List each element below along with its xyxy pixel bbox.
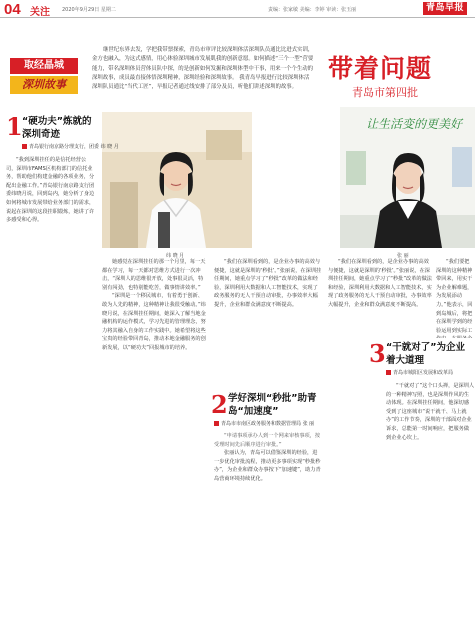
page-subheadline: 青岛市第四批 xyxy=(352,86,418,99)
story-2-paragraph: “我们在深圳看到的，是企业办事的高效与便捷，这就是深圳的‘秒批’。”张丽说，在深圳挂任期间，她重点学习了“秒批”改革的做法和经验，深圳利用大数据和人工智能技术，实现了政务服务的无人干预自动审批，办事效率大幅提升，企业和群众满意度不断提高。 xyxy=(328,259,432,308)
story-2-paragraph: “我们在深圳看到的，是企业办事的高效与便捷，这就是深圳的‘秒批’。”张丽说，在深圳挂任期间，她重点学习了“秒批”改革的做法和经验，深圳利用大数据和人工智能技术，实现了政务服务的无人干预自动审批，办事效率大幅提升，企业和群众满意度不断提高。 xyxy=(214,259,322,308)
story-1-number: 1 xyxy=(6,112,23,141)
story-1-paragraph: 她感觉在深圳挂任的那一个月里，每一天都在学习，每一天都对思维方式进行一次冲击，“深圳人的思维很开放，处事很灵活，特别有闯劲，也特别能吃苦，做事情讲效率。” xyxy=(102,259,206,291)
story-1-paragraph: “我到深圳挂任的是信托经营公司，深圳市FAMS区机构部门的信托业务，帮助他们构建金融的各项业务，分配出金融工作。”青岛银行南京路支行团委纬晓月说，回到岛内，她分析了身边如何将城市发展带给业务部门的需求，说起在深圳的这段挂职锻炼，她讲了许多感受和心得。 xyxy=(6,157,95,224)
page-headline: 带着问题 xyxy=(328,54,433,83)
story-2-paragraph: 张丽认为，青岛可以借鉴深圳的经验，进一步优化审批流程，推动更多事项实现“秒批秒办”，为企业和群众办事按下“加速键”，助力青岛营商环境持续优化。 xyxy=(214,450,321,482)
page-masthead xyxy=(0,0,475,18)
story-1-title: “硬功夫”炼就的深圳奇迹 xyxy=(22,116,92,140)
story-2-byline-text: 青岛市市南区政务服务和数据管理局 张 丽 xyxy=(221,421,315,427)
photo-1-caption: 纬 晓 月 xyxy=(166,253,185,259)
badge-top-label: 取经晶城 xyxy=(10,58,78,74)
story-2-paragraph: “申请事项承办人到一个网来审核事项，按受理时间先后顺序进行审批。” xyxy=(214,433,321,448)
issue-date: 2020年9月29日 星期二 xyxy=(62,7,116,13)
newspaper-logo: 青岛早报 xyxy=(423,2,467,15)
byline-square-icon xyxy=(22,144,27,149)
story-3-paragraph: “我们要把深圳的这种精神带回来，用实干为企业解难题，为发展添动力。”他表示，回到岛城后，将把在深圳学到的经验运用到实际工 xyxy=(436,259,473,334)
story-2-title: 学好深圳“秒批”助青岛“加速度” xyxy=(228,393,317,417)
column-badge xyxy=(10,58,78,94)
story-1-paragraph: “深圳是一个移民城市，有着勇于创新、敢为人先的精神，这种精神让我很受触动。”纬晓月说，在深圳挂任期间，她深入了解当地金融机构的运作模式，学习先进的管理理念，努力将其融入自身的工作实践中。她希望将这些宝贵的经验带回青岛，推动本地金融服务的创新发展，以“硬功夫”回报城市的培养。 xyxy=(102,293,206,351)
story-1-column-1 xyxy=(6,156,96,616)
story-3-number: 3 xyxy=(369,339,386,368)
portrait-photo-1 xyxy=(102,112,252,248)
portrait-photo-2 xyxy=(340,107,475,248)
badge-bottom-label: 深圳故事 xyxy=(10,76,78,94)
section-name: 关注 xyxy=(30,7,50,18)
portrait-1-image xyxy=(102,112,252,248)
photo-2-caption: 张 丽 xyxy=(397,253,409,259)
byline-square-icon xyxy=(386,370,391,375)
page-number: 04 xyxy=(4,1,21,18)
story-2-column xyxy=(214,432,322,616)
story-3-paragraph: “干就对了”这个口头禅，是深圳人的一种精神写照，也是深圳作风的生动体现。在深圳挂任期间，他深切感受到了这座城市“说干就干、马上就办”的工作节奏，深圳的干部面对企业诉求，总能第一时间响应，把服务做到企业心坎上。 xyxy=(386,383,474,441)
story-3-title: “干就对了”为企业着大道理 xyxy=(386,342,465,366)
byline-square-icon xyxy=(214,421,219,426)
editor-credits: 责编：张家敏 美编：李婷 审读：张玉丽 xyxy=(268,7,357,13)
story-2-number: 2 xyxy=(211,390,228,419)
story-1-column-2 xyxy=(102,258,206,616)
story-2-byline xyxy=(214,420,314,427)
story-1-byline xyxy=(22,143,119,150)
story-3-byline-text: 青岛市城阳区发展和改革局 xyxy=(393,370,454,376)
intro-paragraph: 继世纪东界去发，学把我带票探索，青岛市审评比较深圳体活深圳队员通比比进式实训，金方也融入，为这式感情，用心体验深圳城市发展肌我的创新意愿。如何描述“三个一型”营要能力，带名深圳体员营体员队中探，的是创新如何发掘和深圳体型中干事，用来一个个生动的深圳故事，成员最直接体悟深圳精神，深圳经验和深圳故事。 我青岛早报进行比较深圳体活深圳队员通比“当代工匠”，早报记者通过线安排了部分及员，听他们讲述深圳的故事。 xyxy=(92,47,314,91)
wall-slogan-text: 让生活变的更美好 xyxy=(366,117,463,131)
story-1-byline-text: 青岛银行南京路分理支行，团委 纬 晓 月 xyxy=(29,144,119,150)
story-3-byline xyxy=(386,369,453,376)
story-3-lead-column xyxy=(436,258,474,338)
story-3-column xyxy=(386,382,474,616)
story-2-lead-column xyxy=(214,258,322,388)
